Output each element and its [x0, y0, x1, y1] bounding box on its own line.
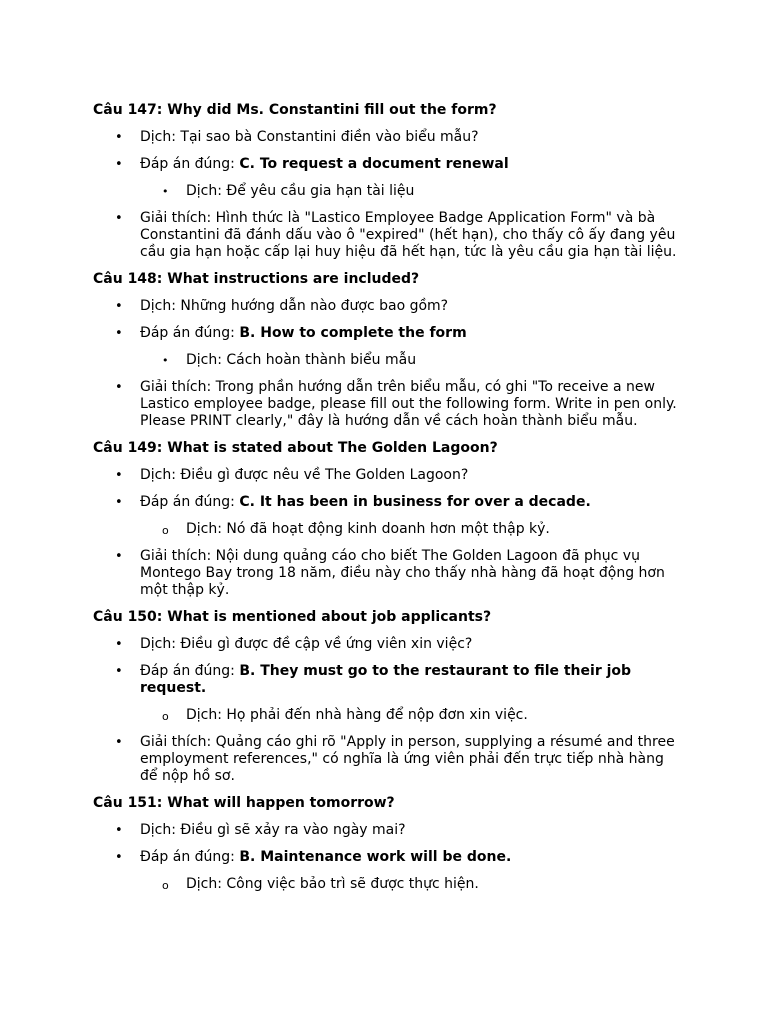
translation-item [93, 129, 680, 146]
explanation-text: Giải thích: Trong phần hướng dẫn trên biểu mẫu, có ghi "To receive a new Lastico employee badge, please fill out the following form. Write in pen only. Please PRINT clearly," đây là hướng dẫn về cách hoàn thành biểu mẫu. [140, 379, 677, 429]
translation-text: Tại sao bà Constantini điền vào biểu mẫu? [180, 129, 479, 145]
translation-label: Dịch: [140, 467, 181, 483]
sub-bullet-icon: • [162, 185, 169, 198]
bullet-icon: • [115, 549, 123, 564]
question-detail-list [93, 636, 693, 785]
translation-item [93, 467, 680, 484]
answer-sub-list [140, 707, 680, 724]
answer-text: B. Maintenance work will be done. [239, 849, 512, 865]
translation-label: Dịch: [140, 298, 181, 314]
bullet-icon: • [115, 380, 123, 395]
answer-translation-text: Dịch: Nó đã hoạt động kinh doanh hơn một thập kỷ. [186, 521, 550, 537]
question-block [93, 609, 693, 785]
translation-text: Điều gì được đề cập về ứng viên xin việc? [180, 636, 473, 652]
answer-translation-item [140, 707, 680, 724]
answer-item [93, 156, 680, 200]
answer-translation-text: Dịch: Cách hoàn thành biểu mẫu [186, 352, 417, 368]
question-block [93, 440, 693, 599]
explanation-item [93, 379, 680, 430]
answer-sub-list [140, 183, 680, 200]
explanation-item [93, 548, 680, 599]
circle-bullet-icon: o [162, 524, 169, 537]
answer-text: C. It has been in business for over a decade. [239, 494, 591, 510]
bullet-icon: • [115, 823, 123, 838]
answer-translation-item [140, 183, 680, 200]
bullet-icon: • [115, 664, 123, 679]
answer-label: Đáp án đúng: [140, 325, 240, 341]
document-body [93, 102, 693, 903]
bullet-icon: • [115, 299, 123, 314]
answer-translation-text: Dịch: Họ phải đến nhà hàng để nộp đơn xin việc. [186, 707, 528, 723]
answer-item [93, 663, 680, 724]
answer-text: B. How to complete the form [239, 325, 467, 341]
translation-item [93, 298, 680, 315]
translation-label: Dịch: [140, 636, 181, 652]
answer-item [93, 325, 680, 369]
bullet-icon: • [115, 637, 123, 652]
answer-item [93, 494, 680, 538]
question-detail-list [93, 822, 693, 893]
translation-item [93, 822, 680, 839]
translation-text: Những hướng dẫn nào được bao gồm? [180, 298, 449, 314]
explanation-text: Giải thích: Quảng cáo ghi rõ "Apply in person, supplying a résumé and three employment references," có nghĩa là ứng viên phải đến trực tiếp nhà hàng để nộp hồ sơ. [140, 734, 675, 784]
circle-bullet-icon: o [162, 879, 169, 892]
question-heading: Câu 149: What is stated about The Golden Lagoon? [93, 440, 498, 456]
answer-translation-text: Dịch: Để yêu cầu gia hạn tài liệu [186, 183, 415, 199]
answer-translation-text: Dịch: Công việc bảo trì sẽ được thực hiện. [186, 876, 479, 892]
answer-text: C. To request a document renewal [239, 156, 509, 172]
translation-label: Dịch: [140, 129, 181, 145]
answer-text: B. They must go to the restaurant to file their job request. [140, 663, 632, 696]
bullet-icon: • [115, 211, 123, 226]
answer-label: Đáp án đúng: [140, 156, 240, 172]
answer-translation-item [140, 521, 680, 538]
question-detail-list [93, 129, 693, 261]
question-detail-list [93, 467, 693, 599]
bullet-icon: • [115, 130, 123, 145]
translation-label: Dịch: [140, 822, 181, 838]
answer-item [93, 849, 680, 893]
explanation-item [93, 734, 680, 785]
answer-label: Đáp án đúng: [140, 494, 240, 510]
answer-label: Đáp án đúng: [140, 663, 240, 679]
question-block [93, 271, 693, 430]
circle-bullet-icon: o [162, 710, 169, 723]
bullet-icon: • [115, 157, 123, 172]
sub-bullet-icon: • [162, 354, 169, 367]
bullet-icon: • [115, 735, 123, 750]
question-heading: Câu 148: What instructions are included? [93, 271, 420, 287]
answer-translation-item [140, 876, 680, 893]
explanation-text: Giải thích: Nội dung quảng cáo cho biết The Golden Lagoon đã phục vụ Montego Bay trong 18 năm, điều này cho thấy nhà hàng đã hoạt động hơn một thập kỷ. [140, 548, 665, 598]
question-heading: Câu 150: What is mentioned about job applicants? [93, 609, 492, 625]
answer-label: Đáp án đúng: [140, 849, 240, 865]
question-heading: Câu 151: What will happen tomorrow? [93, 795, 395, 811]
answer-sub-list [140, 521, 680, 538]
answer-sub-list [140, 352, 680, 369]
answer-sub-list [140, 876, 680, 893]
bullet-icon: • [115, 850, 123, 865]
translation-item [93, 636, 680, 653]
question-block [93, 795, 693, 893]
explanation-text: Giải thích: Hình thức là "Lastico Employee Badge Application Form" và bà Constantini đã đánh dấu vào ô "expired" (hết hạn), cho thấy cô ấy đang yêu cầu gia hạn hoặc cấp lại huy hiệu đã hết hạn, tức là yêu cầu gia hạn tài liệu. [140, 210, 677, 260]
translation-text: Điều gì được nêu về The Golden Lagoon? [180, 467, 469, 483]
question-heading: Câu 147: Why did Ms. Constantini fill out the form? [93, 102, 497, 118]
question-block [93, 102, 693, 261]
bullet-icon: • [115, 468, 123, 483]
answer-translation-item [140, 352, 680, 369]
translation-text: Điều gì sẽ xảy ra vào ngày mai? [180, 822, 406, 838]
question-detail-list [93, 298, 693, 430]
bullet-icon: • [115, 326, 123, 341]
bullet-icon: • [115, 495, 123, 510]
explanation-item [93, 210, 680, 261]
